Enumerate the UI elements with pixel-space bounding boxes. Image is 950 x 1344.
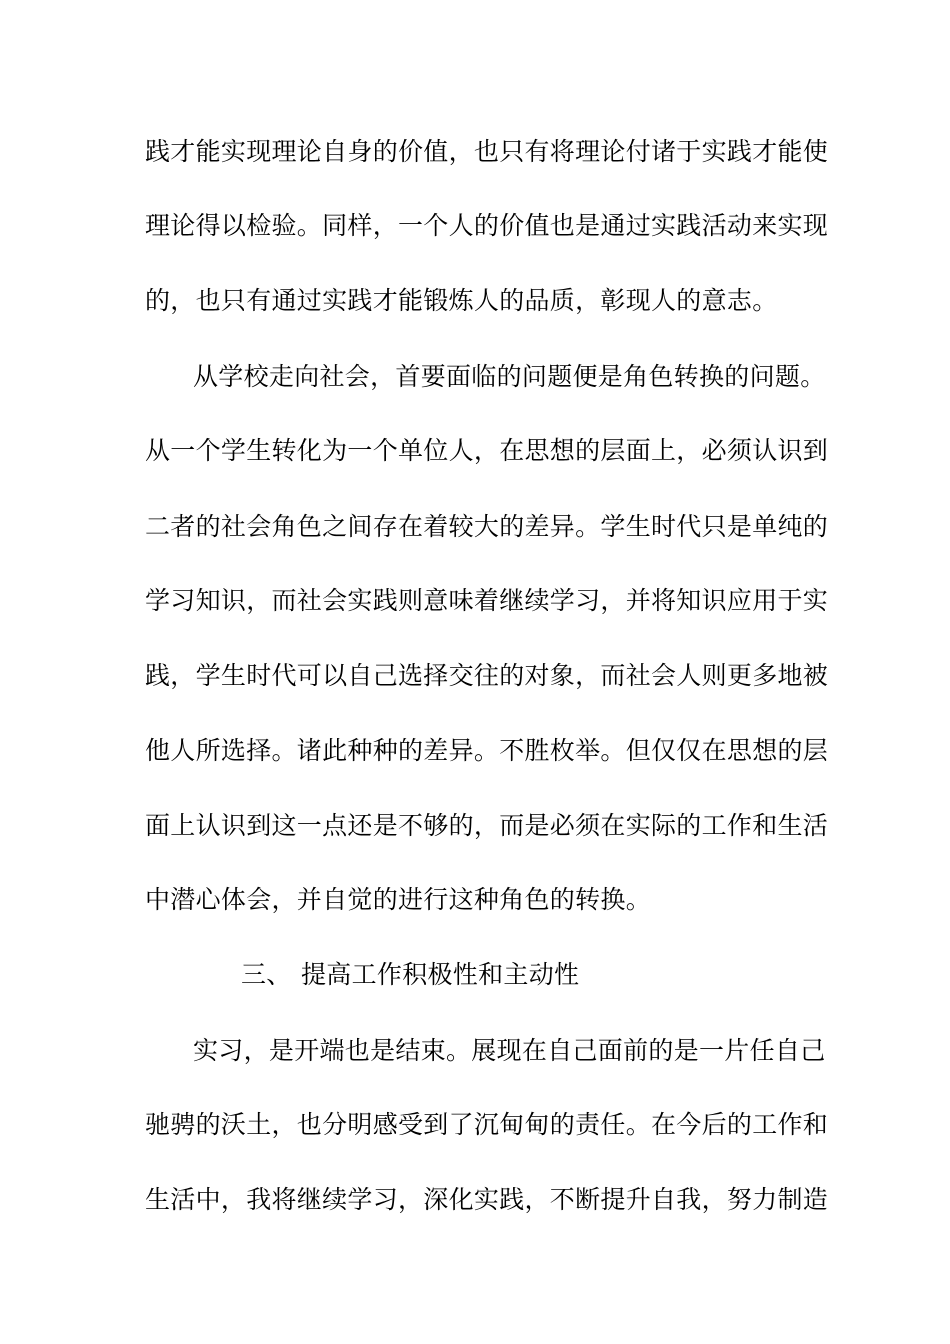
paragraph-line: 从一个学生转化为一个单位人，在思想的层面上，必须认识到 xyxy=(145,436,829,465)
paragraph-line: 学习知识，而社会实践则意味着继续学习，并将知识应用于实 xyxy=(145,586,829,615)
paragraph-line: 他人所选择。诸此种种的差异。不胜枚举。但仅仅在思想的层 xyxy=(145,736,829,765)
paragraph-line: 面上认识到这一点还是不够的，而是必须在实际的工作和生活 xyxy=(145,811,829,840)
paragraph-line: 生活中，我将继续学习，深化实践，不断提升自我，努力制造 xyxy=(145,1185,829,1214)
paragraph-line: 二者的社会角色之间存在着较大的差异。学生时代只是单纯的 xyxy=(145,512,829,541)
paragraph-line: 的，也只有通过实践才能锻炼人的品质，彰现人的意志。 xyxy=(145,286,778,315)
section-heading-number: 三、 xyxy=(241,960,292,989)
paragraph-line: 践才能实现理论自身的价值，也只有将理论付诸于实践才能使 xyxy=(145,137,829,166)
section-heading-title: 提高工作积极性和主动性 xyxy=(301,960,580,989)
paragraph-line: 践，学生时代可以自己选择交往的对象，而社会人则更多地被 xyxy=(145,661,829,690)
paragraph-line: 驰骋的沃土，也分明感受到了沉甸甸的责任。在今后的工作和 xyxy=(145,1110,829,1139)
paragraph-line: 中潜心体会，并自觉的进行这种角色的转换。 xyxy=(145,885,652,914)
paragraph-line: 理论得以检验。同样，一个人的价值也是通过实践活动来实现 xyxy=(145,211,829,240)
paragraph-first-line: 从学校走向社会，首要面临的问题便是角色转换的问题。 xyxy=(193,362,826,391)
paragraph-first-line: 实习，是开端也是结束。展现在自己面前的是一片任自己 xyxy=(193,1036,826,1065)
